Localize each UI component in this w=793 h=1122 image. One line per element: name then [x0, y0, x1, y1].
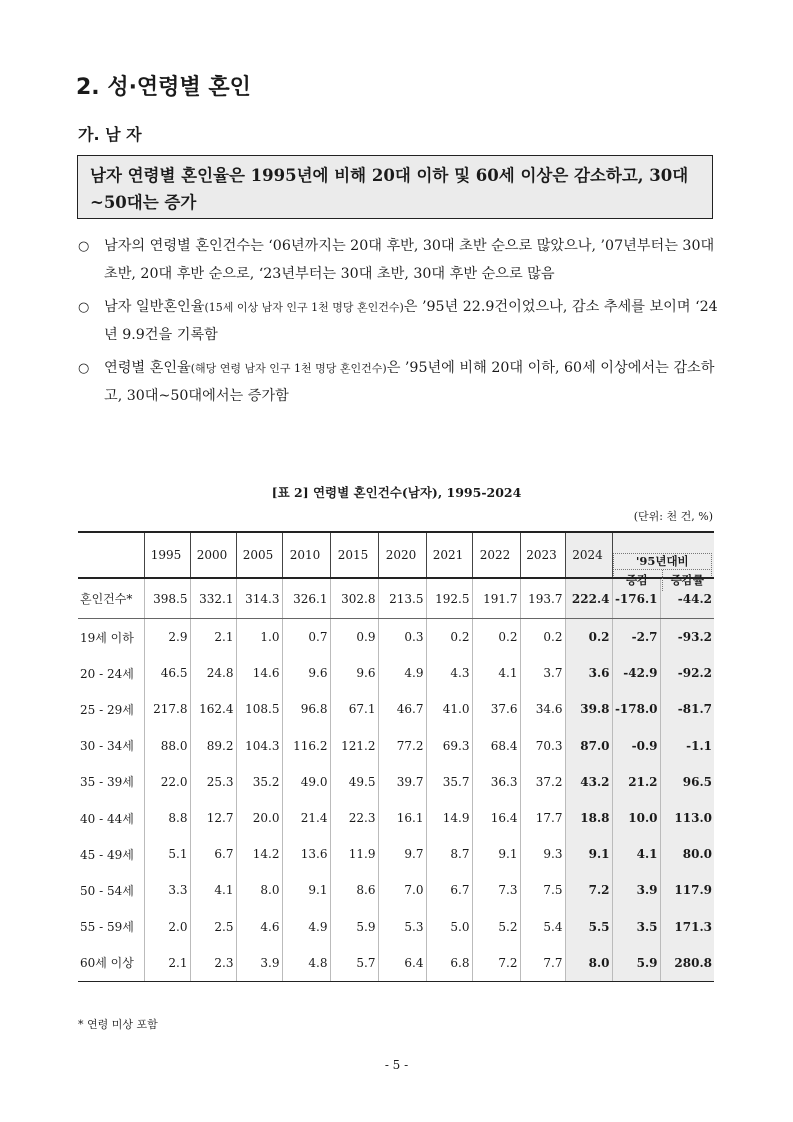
table-cell: 4.8: [282, 945, 330, 982]
table-cell: 96.8: [282, 691, 330, 727]
table-cell: 13.6: [282, 836, 330, 872]
table-cell: 2.9: [144, 619, 190, 656]
table-cell: 5.9: [330, 909, 378, 945]
table-cell: 14.9: [426, 800, 472, 836]
table-cell: 9.1: [565, 836, 612, 872]
table-cell: 2.0: [144, 909, 190, 945]
table-row: [78, 764, 714, 800]
table-cell: 302.8: [330, 578, 378, 619]
table-cell: 3.7: [520, 655, 565, 691]
table-cell: 2.3: [190, 945, 236, 982]
table-cell: 0.2: [565, 619, 612, 656]
table-row: [78, 872, 714, 908]
bullet-text: 연령별 혼인율: [104, 360, 191, 376]
year-header: 2020: [378, 532, 426, 578]
table-cell: 16.4: [472, 800, 520, 836]
table-cell: 6.7: [426, 872, 472, 908]
row-label: 19세 이하: [80, 630, 134, 645]
table-cell: 96.5: [660, 764, 714, 800]
table-cell: 49.0: [282, 764, 330, 800]
table-cell: -93.2: [660, 619, 714, 656]
row-label: 25 - 29세: [80, 702, 134, 717]
table-cell: 22.0: [144, 764, 190, 800]
table-cell: 16.1: [378, 800, 426, 836]
table-cell: 68.4: [472, 728, 520, 764]
table-cell: 7.7: [520, 945, 565, 982]
table-cell: 0.2: [520, 619, 565, 656]
bullet-note: (해당 연령 남자 인구 1천 명당 혼인건수): [190, 362, 387, 375]
table-cell: 21.2: [612, 764, 660, 800]
table-cell: 0.7: [282, 619, 330, 656]
table-cell: 8.6: [330, 872, 378, 908]
table-cell: 193.7: [520, 578, 565, 619]
table-cell: 4.6: [236, 909, 282, 945]
table-cell: -1.1: [660, 728, 714, 764]
table-cell: 20.0: [236, 800, 282, 836]
table-cell: 25.3: [190, 764, 236, 800]
year-header: 2022: [472, 532, 520, 578]
table-cell: 4.1: [472, 655, 520, 691]
table-cell: 6.4: [378, 945, 426, 982]
table-cell: 4.1: [612, 836, 660, 872]
row-header-corner: [78, 532, 144, 578]
compare-title: '95년대비: [613, 553, 713, 576]
page-number: - 5 -: [384, 1058, 409, 1072]
table-cell: 3.9: [612, 872, 660, 908]
table-cell: 398.5: [144, 578, 190, 619]
table-cell: 326.1: [282, 578, 330, 619]
circle-bullet-icon: ○: [78, 361, 90, 376]
table-cell: 80.0: [660, 836, 714, 872]
table-cell: 36.3: [472, 764, 520, 800]
table-row: [78, 836, 714, 872]
table-cell: 2.1: [144, 945, 190, 982]
table-cell: 8.8: [144, 800, 190, 836]
table-cell: -44.2: [660, 578, 714, 619]
year-header: 2005: [236, 532, 282, 578]
table-cell: 5.5: [565, 909, 612, 945]
table-cell: 35.2: [236, 764, 282, 800]
table-cell: -0.9: [612, 728, 660, 764]
table-cell: 9.6: [330, 655, 378, 691]
sub-title: 가. 남 자: [78, 125, 142, 144]
table-cell: 24.8: [190, 655, 236, 691]
table-cell: 87.0: [565, 728, 612, 764]
table-cell: 39.8: [565, 691, 612, 727]
table-cell: 7.2: [472, 945, 520, 982]
bullet-text: 은 ’95년 22.9건이었으나, 감소 추세를 보이며 ‘24년 9.9건을 기록함: [104, 299, 718, 343]
table-cell: 0.9: [330, 619, 378, 656]
table-row: [78, 728, 714, 764]
table-cell: 4.3: [426, 655, 472, 691]
table-cell: 4.9: [378, 655, 426, 691]
bullet-list: [78, 233, 720, 416]
year-header-2024: 2024: [565, 532, 612, 578]
table-cell: 17.7: [520, 800, 565, 836]
table-cell: 104.3: [236, 728, 282, 764]
table-cell: 0.3: [378, 619, 426, 656]
table-cell: 191.7: [472, 578, 520, 619]
table-cell: 0.2: [426, 619, 472, 656]
row-label: 40 - 44세: [80, 811, 134, 826]
table-cell: 21.4: [282, 800, 330, 836]
table-cell: 280.8: [660, 945, 714, 982]
table-cell: 6.8: [426, 945, 472, 982]
table-cell: 171.3: [660, 909, 714, 945]
table-cell: 34.6: [520, 691, 565, 727]
table-cell: -176.1: [612, 578, 660, 619]
table-cell: 5.7: [330, 945, 378, 982]
table-row: [78, 691, 714, 727]
circle-bullet-icon: ○: [78, 300, 90, 315]
table-cell: 18.8: [565, 800, 612, 836]
table-row: [78, 945, 714, 982]
table-cell: 8.7: [426, 836, 472, 872]
marriage-table: [78, 531, 714, 982]
table-cell: 9.3: [520, 836, 565, 872]
bullet-item: [78, 294, 720, 349]
table-cell: 116.2: [282, 728, 330, 764]
table-cell: 69.3: [426, 728, 472, 764]
table-cell: 7.2: [565, 872, 612, 908]
year-header: 2023: [520, 532, 565, 578]
compare-diff-header: 증감: [626, 573, 649, 587]
table-cell: 5.0: [426, 909, 472, 945]
section-title: 2. 성·연령별 혼인: [76, 75, 251, 100]
table-cell: 5.4: [520, 909, 565, 945]
table-cell: -178.0: [612, 691, 660, 727]
table-cell: 37.6: [472, 691, 520, 727]
table-cell: 70.3: [520, 728, 565, 764]
row-label: 혼인건수*: [78, 578, 144, 619]
row-label: 60세 이상: [78, 945, 144, 982]
circle-bullet-icon: ○: [78, 239, 90, 254]
row-label: 20 - 24세: [80, 666, 134, 681]
table-cell: 49.5: [330, 764, 378, 800]
table-row: [78, 909, 714, 945]
table-cell: 3.9: [236, 945, 282, 982]
bullet-note: (15세 이상 남자 인구 1천 명당 혼인건수): [204, 301, 404, 314]
table-cell: 5.3: [378, 909, 426, 945]
table-cell: 12.7: [190, 800, 236, 836]
table-cell: 8.0: [236, 872, 282, 908]
table-cell: 1.0: [236, 619, 282, 656]
table-cell: 3.3: [144, 872, 190, 908]
bullet-text: 남자 일반혼인율: [104, 299, 205, 315]
table-cell: 192.5: [426, 578, 472, 619]
table-cell: 88.0: [144, 728, 190, 764]
year-header: 1995: [144, 532, 190, 578]
table-cell: 2.1: [190, 619, 236, 656]
table-cell: 117.9: [660, 872, 714, 908]
table-cell: 67.1: [330, 691, 378, 727]
table-cell: 22.3: [330, 800, 378, 836]
table-cell: 6.7: [190, 836, 236, 872]
table-cell: 11.9: [330, 836, 378, 872]
table-unit: (단위: 천 건, %): [633, 510, 713, 523]
table-cell: 14.6: [236, 655, 282, 691]
table-cell: 4.9: [282, 909, 330, 945]
table-cell: 213.5: [378, 578, 426, 619]
table-cell: 46.7: [378, 691, 426, 727]
table-cell: 43.2: [565, 764, 612, 800]
bullet-text: 남자의 연령별 혼인건수는 ‘06년까지는 20대 후반, 30대 초반 순으로 많았으나, ’07년부터는 30대 초반, 20대 후반 순으로, ‘23년부터는 30대 초반, 30대 후반 순으로 많음: [104, 238, 715, 282]
year-header: 2015: [330, 532, 378, 578]
table-cell: 314.3: [236, 578, 282, 619]
table-cell: 46.5: [144, 655, 190, 691]
year-header: 2000: [190, 532, 236, 578]
table-cell: 9.1: [472, 836, 520, 872]
table-cell: -2.7: [612, 619, 660, 656]
bullet-text: 은 ’95년에 비해 20대 이하, 60세 이상에서는 감소하고, 30대~50대에서는 증가함: [104, 360, 715, 404]
table-row: [78, 800, 714, 836]
table-cell: 41.0: [426, 691, 472, 727]
table-cell: 3.5: [612, 909, 660, 945]
table-cell: 108.5: [236, 691, 282, 727]
table-cell: 35.7: [426, 764, 472, 800]
table-cell: 332.1: [190, 578, 236, 619]
table-footnote: * 연령 미상 포함: [78, 1018, 158, 1031]
table-cell: 9.6: [282, 655, 330, 691]
row-label: 45 - 49세: [80, 847, 134, 862]
table-row: [78, 655, 714, 691]
table-cell: 10.0: [612, 800, 660, 836]
table-row: [78, 619, 714, 656]
table-title: [표 2] 연령별 혼인건수(남자), 1995-2024: [271, 485, 522, 500]
table-cell: 14.2: [236, 836, 282, 872]
table-body: [78, 578, 714, 981]
table-cell: 7.3: [472, 872, 520, 908]
table-cell: 9.7: [378, 836, 426, 872]
summary-box: 남자 연령별 혼인율은 1995년에 비해 20대 이하 및 60세 이상은 감소하고, 30대~50대는 증가: [77, 155, 713, 219]
table-cell: 113.0: [660, 800, 714, 836]
table-cell: 3.6: [565, 655, 612, 691]
table-cell: 222.4: [565, 578, 612, 619]
year-header: 2021: [426, 532, 472, 578]
row-label: 50 - 54세: [80, 883, 134, 898]
table-cell: -81.7: [660, 691, 714, 727]
table-cell: 89.2: [190, 728, 236, 764]
table-cell: 4.1: [190, 872, 236, 908]
table-cell: 217.8: [144, 691, 190, 727]
table-cell: -92.2: [660, 655, 714, 691]
table-cell: 5.2: [472, 909, 520, 945]
table-cell: 2.5: [190, 909, 236, 945]
table-cell: 9.1: [282, 872, 330, 908]
row-label: 55 - 59세: [80, 920, 134, 935]
table-cell: 77.2: [378, 728, 426, 764]
table-cell: 39.7: [378, 764, 426, 800]
table-cell: 37.2: [520, 764, 565, 800]
table-cell: 0.2: [472, 619, 520, 656]
compare-header: [612, 532, 714, 587]
table-cell: 8.0: [565, 945, 612, 982]
table-cell: 5.9: [612, 945, 660, 982]
row-label: 35 - 39세: [80, 775, 134, 790]
bullet-item: [78, 355, 720, 410]
table-cell: 7.5: [520, 872, 565, 908]
table-cell: 162.4: [190, 691, 236, 727]
year-header: 2010: [282, 532, 330, 578]
row-label: 30 - 34세: [80, 739, 134, 754]
table-cell: 5.1: [144, 836, 190, 872]
bullet-item: [78, 233, 720, 288]
table-cell: -42.9: [612, 655, 660, 691]
table-cell: 121.2: [330, 728, 378, 764]
table-cell: 7.0: [378, 872, 426, 908]
compare-rate-header: 증감률: [662, 570, 712, 591]
